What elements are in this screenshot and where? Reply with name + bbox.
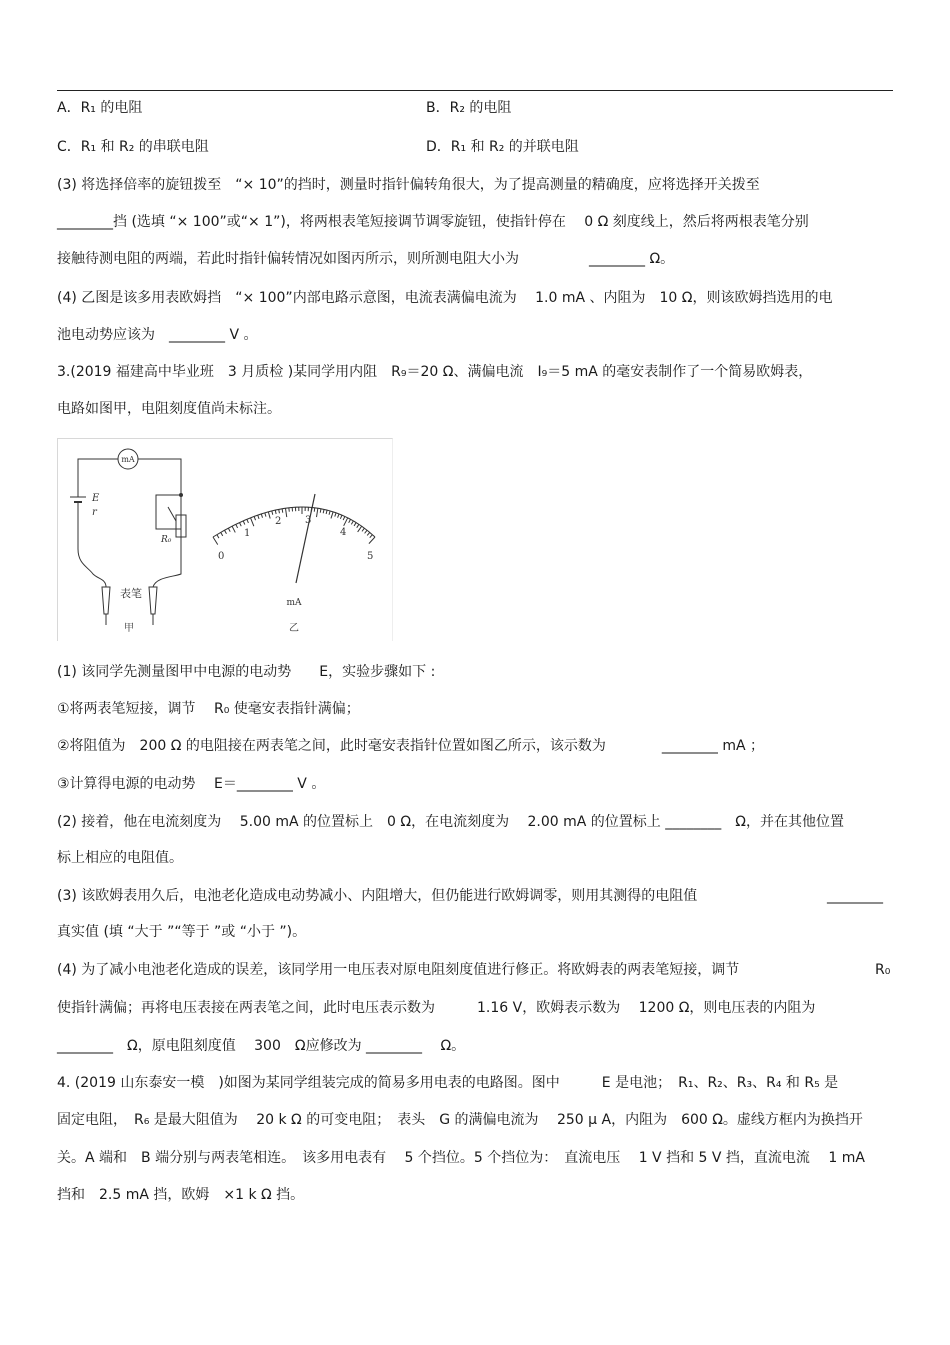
dial-tick (349, 519, 351, 523)
dial-tick (340, 515, 342, 519)
dial-tick (268, 512, 270, 519)
q2-part3-line1: (3) 将选择倍率的旋钮拨至 “× 10”的挡时，测量时指针偏转角很大，为了提高测量的精确度，应将选择开关拨至 (57, 177, 760, 193)
dial-tick (254, 516, 255, 520)
tick-label-3: 3 (305, 515, 312, 526)
q3-step3: ③计算得电源的电动势 E＝________ V 。 (57, 776, 326, 792)
header-rule (57, 90, 893, 91)
q3-part3-line2: 真实值 (填 “大于 ”“等于 ”或 “小于 ”)。 (57, 924, 307, 940)
option-b: B．R₂ 的电阻 (426, 100, 512, 116)
q4-line3: 关。A 端和 B 端分别与两表笔相连。 该多用电表有 5 个挡位。5 个挡位为： 直流电压 1 V 挡和 5 V 挡，直流电流 1 mA (57, 1150, 865, 1166)
meter-label: mA (121, 455, 135, 464)
dial-tick (221, 532, 223, 535)
probe-right-icon (149, 587, 157, 614)
dial-tick (370, 535, 373, 538)
internal-r-label: r (92, 507, 97, 518)
q3-heading-line1: 3.(2019 福建高中毕业班 3 月质检 )某同学用内阻 R₉＝20 Ω、满偏电流 I₉＝5 mA 的毫安表制作了一个简易欧姆表， (57, 364, 813, 380)
figure-yi-label: 乙 (289, 623, 299, 634)
dial-tick (217, 535, 219, 538)
dial-tick (240, 523, 242, 527)
circuit-and-meter-figure (57, 438, 393, 641)
q3-step1: ①将两表笔短接，调节 R₀ 使毫安表指针满偏； (57, 701, 360, 717)
q3-heading-line2: 电路如图甲，电阻刻度值尚未标注。 (57, 401, 281, 417)
circuit-diagram (70, 449, 186, 634)
dial-tick (331, 512, 333, 519)
q3-part2-line2: 标上相应的电阻值。 (57, 850, 183, 866)
probe-left-icon (102, 587, 110, 614)
milliammeter-dial (213, 494, 375, 634)
dial-tick (362, 528, 364, 531)
option-a: A．R₁ 的电阻 (57, 100, 143, 116)
dial-tick (213, 537, 218, 545)
tick-label-4: 4 (340, 527, 347, 538)
dial-tick (261, 514, 262, 518)
tick-label-1: 1 (244, 528, 251, 539)
q2-part4-line1: (4) 乙图是该多用表欧姆挡 “× 100”内部电路示意图，电流表满偏电流为 1.0 mA 、内阻为 10 Ω，则该欧姆挡选用的电 (57, 290, 833, 306)
dial-tick (326, 510, 327, 514)
q3-part4-r0: R₀ (875, 962, 891, 978)
option-d: D．R₁ 和 R₂ 的并联电阻 (426, 139, 579, 155)
q2-part3-line2: ________挡 (选填 “× 100”或“× 1”)，将两根表笔短接调节调零旋钮，使指针停在 0 Ω 刻度线上，然后将两根表笔分别 (57, 214, 809, 230)
dial-tick (329, 511, 330, 515)
probes-label: 表笔 (120, 587, 142, 600)
option-c: C．R₁ 和 R₂ 的串联电阻 (57, 139, 209, 155)
tick-label-5: 5 (367, 551, 374, 562)
q3-step2: ②将阻值为 200 Ω 的电阻接在两表笔之间，此时毫安表指针位置如图乙所示，该示数为 ________ mA ； (57, 738, 764, 754)
r0-label: R₀ (161, 535, 172, 545)
q4-line2: 固定电阻， R₆ 是最大阻值为 20 k Ω 的可变电阻； 表头 G 的满偏电流为 250 μ A，内阻为 600 Ω。虚线方框内为换挡开 (57, 1112, 863, 1128)
q2-part4-line2: 池电动势应该为 ________ V 。 (57, 327, 258, 343)
q3-part2-line1: (2) 接着，他在电流刻度为 5.00 mA 的位置标上 0 Ω，在电流刻度为 2.00 mA 的位置标上 ________ Ω，并在其他位置 (57, 814, 844, 830)
q2-part3-line3: 接触待测电阻的两端，若此时指针偏转情况如图丙所示，则所测电阻大小为 ________ Ω。 (57, 251, 675, 267)
dial-tick (358, 526, 362, 532)
q3-part3-line1: (3) 该欧姆表用久后，电池老化造成电动势减小、内阻增大，但仍能进行欧姆调零，则用其测得的电阻值 (57, 888, 698, 904)
dial-tick (275, 510, 276, 514)
dial-tick (343, 516, 345, 520)
dial-tick (251, 518, 254, 526)
dial-tick (338, 514, 339, 518)
q3-part4-line3: ________ Ω，原电阻刻度值 300 Ω应修改为 ________ Ω。 (57, 1038, 466, 1054)
dial-tick (247, 519, 249, 523)
dial-tick (320, 509, 321, 513)
tick-label-0: 0 (218, 551, 225, 562)
dial-tick (236, 524, 238, 528)
dial-tick (285, 508, 286, 517)
dial-tick (365, 530, 367, 533)
dial-unit-label: mA (286, 598, 302, 608)
dial-tick (335, 513, 336, 517)
dial-tick (369, 537, 375, 544)
emf-label: E (92, 493, 100, 504)
dial-tick (317, 508, 318, 517)
q4-line1: 4. (2019 山东泰安一模 )如图为某同学组装完成的简易多用电表的电路图。图中 E 是电池； R₁、R₂、R₃、R₄ 和 R₅ 是 (57, 1075, 839, 1091)
dial-tick (243, 521, 245, 525)
q3-part4-line1: (4) 为了减小电池老化造成的误差，该同学用一电压表对原电阻刻度值进行修正。将欧姆表的两表笔短接，调节 (57, 962, 740, 978)
dial-tick (225, 530, 227, 533)
dial-tick (354, 523, 356, 526)
dial-tick (351, 521, 353, 524)
q4-line4: 挡和 2.5 mA 挡，欧姆 ×1 k Ω 挡。 (57, 1187, 305, 1203)
figure-jia-label: 甲 (124, 623, 134, 634)
dial-tick (323, 509, 324, 513)
dial-tick (265, 513, 266, 517)
dial-tick (272, 511, 273, 515)
tick-label-2: 2 (275, 516, 282, 527)
dial-tick (357, 524, 359, 527)
dial-tick (279, 509, 280, 513)
dial-tick (232, 526, 235, 532)
q3-part4-line2: 使指针满偏；再将电压表接在两表笔之间，此时电压表示数为 1.16 V，欧姆表示数为 1200 Ω，则电压表的内阻为 (57, 1000, 816, 1016)
q3-part1: (1) 该同学先测量图甲中电源的电动势 E，实验步骤如下 : (57, 664, 436, 680)
dial-tick (367, 532, 370, 535)
q3-part3-blank: ________ (827, 888, 883, 904)
dial-tick (282, 509, 283, 513)
dial-tick (228, 528, 230, 532)
dial-tick (258, 515, 259, 519)
dial-tick (344, 518, 348, 526)
